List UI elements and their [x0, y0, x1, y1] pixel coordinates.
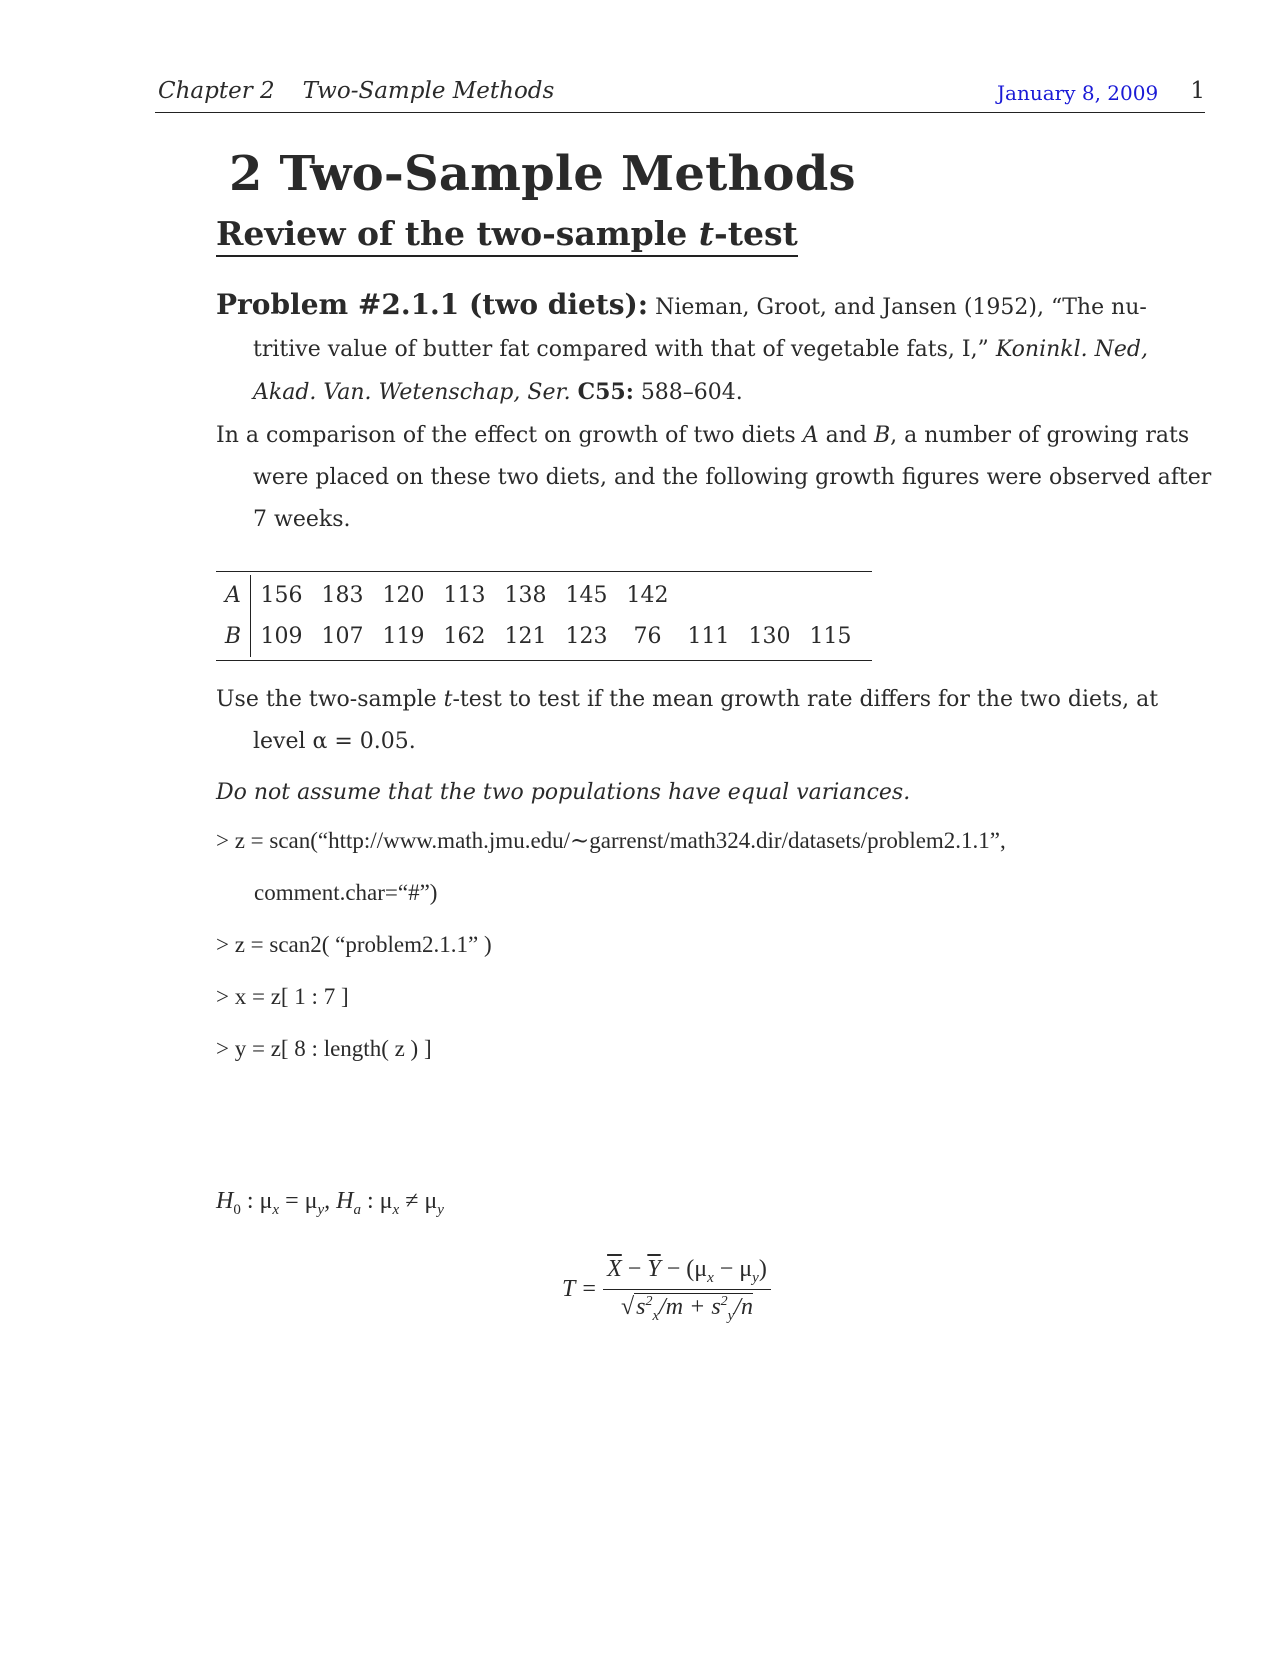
- table-cell: 111: [687, 624, 730, 649]
- over-m: /m +: [659, 1293, 712, 1320]
- header-section-title: Two-Sample Methods: [302, 78, 555, 104]
- table-cell: 121: [504, 624, 547, 649]
- table-cell: 120: [382, 583, 425, 608]
- sub-y: y: [437, 1201, 444, 1218]
- subtitle-suffix: -test: [714, 214, 798, 253]
- table-cell: 162: [443, 624, 486, 649]
- header-date: January 8, 2009: [997, 81, 1159, 105]
- instruction-line-2: level α = 0.05.: [253, 729, 416, 754]
- problem-journal-1: Koninkl. Ned,: [995, 337, 1148, 362]
- header-chapter-label: Chapter 2: [158, 78, 275, 104]
- code-line-4: > x = z[ 1 : 7 ]: [216, 984, 349, 1009]
- minus-sign: −: [621, 1256, 648, 1282]
- sub-y: y: [752, 1269, 759, 1286]
- y-bar: $\overline{Y}$: [647, 1256, 661, 1282]
- formula-denominator: [603, 1290, 771, 1325]
- formula-fraction: [603, 1256, 771, 1325]
- table-cell: 107: [321, 624, 364, 649]
- intro-text-1: In a comparison of the effect on growth of two diets: [216, 423, 796, 448]
- h0-equals: = μ: [279, 1188, 318, 1214]
- section-subtitle: [216, 214, 798, 257]
- table-cell: 130: [748, 624, 791, 649]
- ha-symbol: , H: [324, 1188, 354, 1214]
- sub-y: y: [727, 1307, 735, 1324]
- instruction-line-1: [216, 679, 1159, 721]
- problem-line-1: [216, 284, 1146, 329]
- table-cell: 123: [565, 624, 608, 649]
- subtitle-text: Review of the two-sample: [216, 214, 699, 253]
- sub-x: x: [707, 1269, 714, 1286]
- table-cell: 183: [321, 583, 364, 608]
- problem-line-3: [216, 371, 1146, 414]
- intro-line-1: [216, 415, 1190, 457]
- instruction-paragraph: [216, 679, 1159, 763]
- squared: 2: [720, 1293, 728, 1309]
- intro-var-b: B: [873, 423, 891, 448]
- table-cell: 142: [626, 583, 669, 608]
- h0-symbol: H: [216, 1188, 234, 1214]
- intro-line-3: 7 weeks.: [253, 507, 351, 532]
- h0-mu: : μ: [240, 1188, 273, 1214]
- sub-x: x: [392, 1201, 400, 1218]
- growth-table: [216, 571, 872, 661]
- sqrt-icon: √: [620, 1293, 635, 1320]
- sub-x: x: [272, 1201, 280, 1218]
- formula-lhs: T =: [562, 1275, 598, 1302]
- page-number: 1: [1190, 78, 1205, 104]
- minus-sign: −: [660, 1256, 687, 1282]
- h0-subscript: 0: [233, 1201, 241, 1218]
- code-line-3: > z = scan2( “problem2.1.1” ): [216, 932, 492, 957]
- instruction-t: t: [443, 687, 453, 712]
- variance-note: Do not assume that the two populations have equal variances.: [216, 780, 911, 805]
- sub-x: x: [652, 1307, 660, 1324]
- formula-numerator: [603, 1256, 771, 1290]
- table-cell: 113: [443, 583, 486, 608]
- mu-x: (μ: [686, 1256, 708, 1282]
- code-line-5: > y = z[ 8 : length( z ) ]: [216, 1036, 432, 1061]
- table-row-b: [216, 616, 872, 657]
- intro-var-a: A: [802, 423, 819, 448]
- problem-block: [216, 284, 1146, 414]
- table-row-a: [216, 575, 872, 616]
- over-n: /n: [734, 1293, 754, 1320]
- header-chapter: [158, 78, 554, 104]
- problem-heading: Problem #2.1.1 (two diets):: [216, 288, 649, 321]
- squared: 2: [645, 1293, 653, 1309]
- table-cell: 119: [382, 624, 425, 649]
- table-cell: 138: [504, 583, 547, 608]
- table-cell: 145: [565, 583, 608, 608]
- sub-y: y: [317, 1201, 325, 1218]
- instruction-text-1: Use the two-sample: [216, 687, 437, 712]
- table-cell: 115: [809, 624, 852, 649]
- table-cell: 109: [260, 624, 303, 649]
- table-cell: 156: [260, 583, 303, 608]
- running-header: [155, 78, 1205, 113]
- table-cell: 76: [633, 624, 662, 649]
- problem-journal-2: Akad. Van. Wetenschap, Ser.: [253, 380, 571, 405]
- problem-citation-1: Nieman, Groot, and Jansen (1952), “The nu-: [655, 295, 1147, 320]
- problem-citation-2: tritive value of butter fat compared with that of vegetable fats, I,”: [253, 337, 989, 362]
- x-bar: $\overline{X}$: [607, 1256, 622, 1282]
- intro-and: and: [825, 423, 867, 448]
- mu-y: − μ: [713, 1256, 753, 1282]
- problem-pages: 588–604.: [640, 380, 743, 405]
- ha-not-equal: ≠ μ: [399, 1188, 438, 1214]
- close-paren: ): [758, 1256, 767, 1282]
- instruction-text-2: -test to test if the mean growth rate differs for the two diets, at: [452, 687, 1159, 712]
- s-symbol: s: [711, 1293, 721, 1320]
- row-label-a: A: [216, 575, 251, 616]
- hypotheses: [216, 1188, 444, 1219]
- code-line-2: comment.char=“#”): [254, 880, 438, 905]
- intro-text-2: , a number of growing rats: [890, 423, 1190, 448]
- s-symbol: s: [636, 1293, 646, 1320]
- intro-paragraph: [216, 415, 1212, 541]
- problem-line-2: [216, 329, 1146, 371]
- radicand: [634, 1293, 754, 1324]
- row-label-b: B: [216, 616, 251, 657]
- problem-volume: C55:: [577, 379, 634, 405]
- ha-subscript: a: [353, 1201, 361, 1218]
- intro-line-2: were placed on these two diets, and the following growth figures were observed after: [253, 465, 1212, 490]
- t-statistic-formula: [562, 1256, 771, 1325]
- ha-mu: : μ: [360, 1188, 393, 1214]
- code-line-1: > z = scan(“http://www.math.jmu.edu/∼garrenst/math324.dir/datasets/problem2.1.1”,: [216, 828, 1006, 853]
- subtitle-variable: t: [698, 214, 715, 253]
- chapter-title: 2 Two-Sample Methods: [229, 146, 856, 202]
